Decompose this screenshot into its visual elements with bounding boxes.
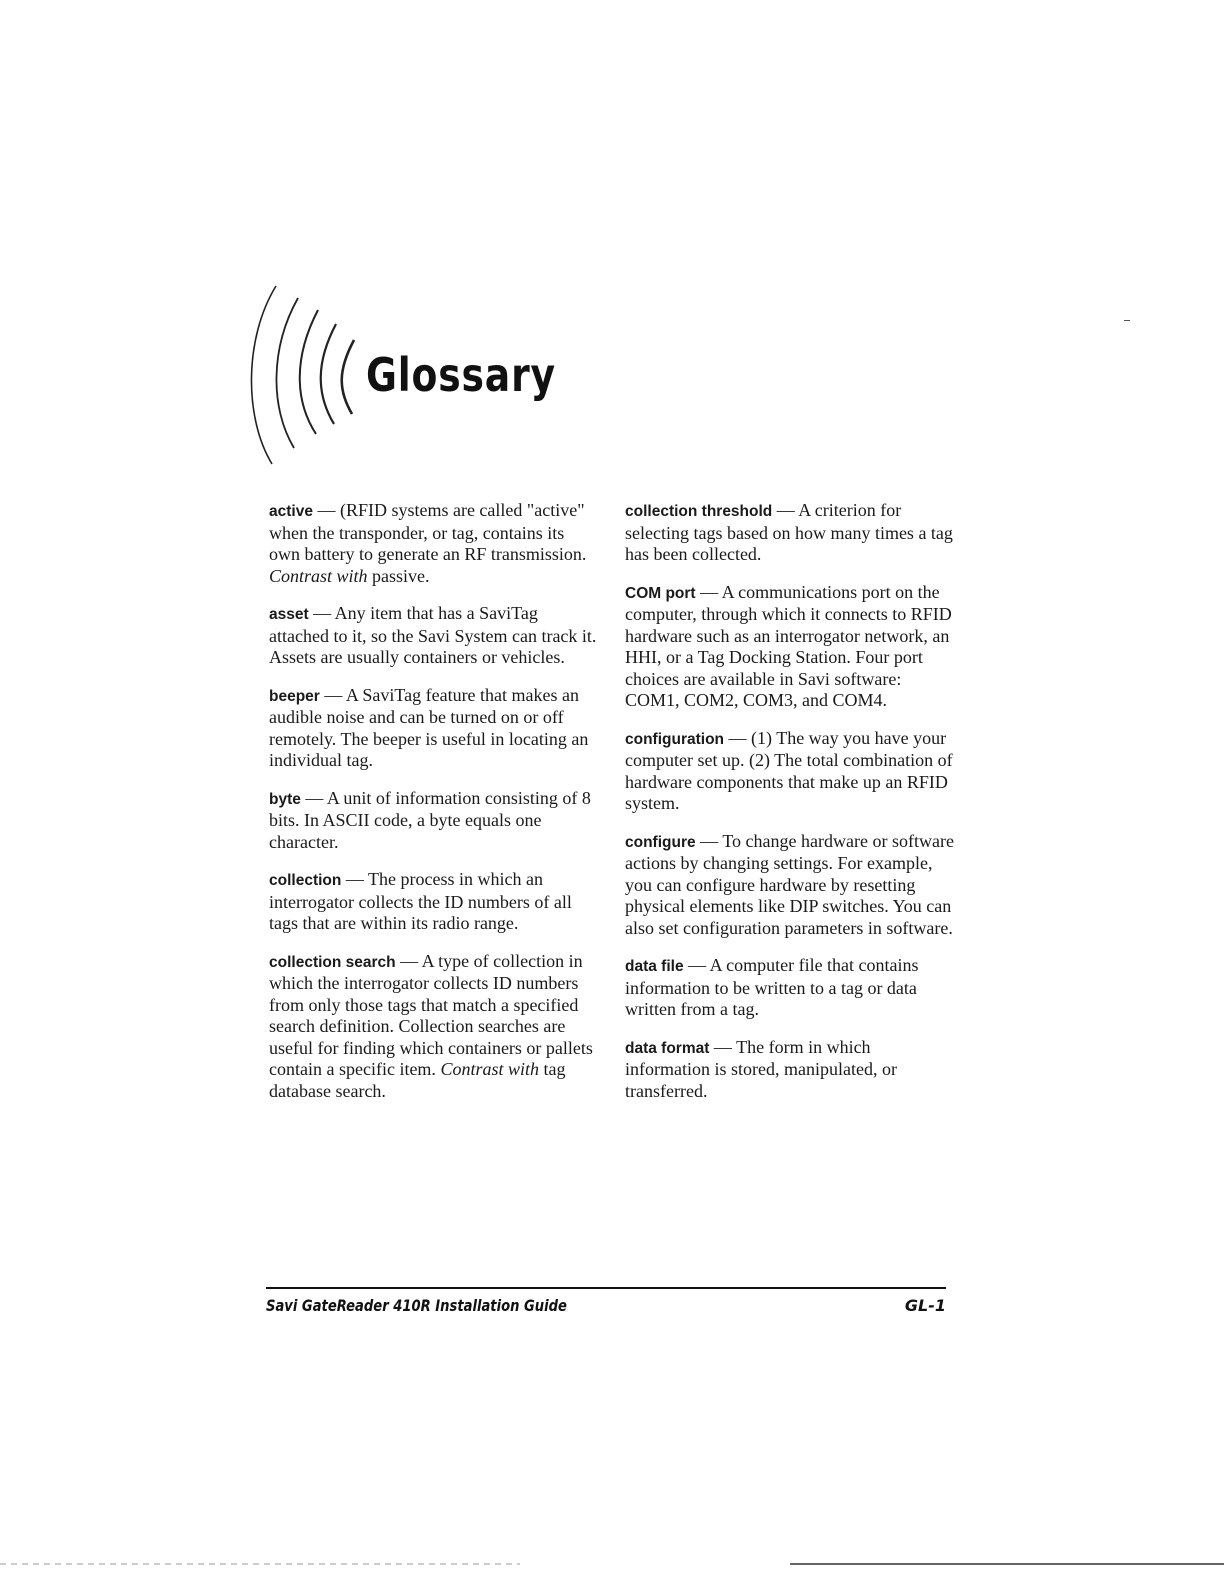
glossary-entry-byte (269, 788, 599, 854)
glossary-entry-collection-threshold (625, 500, 960, 566)
contrast-label: Contrast with (440, 1059, 539, 1079)
glossary-column-right (625, 500, 960, 1118)
contrast-label: Contrast with (269, 565, 368, 586)
glossary-definition: A computer file that contains information to be written to a tag or data written from a tag. (625, 955, 919, 1019)
glossary-term: data format (625, 1039, 710, 1057)
glossary-definition: (RFID systems are called "active" when the transponder, or tag, contains its own battery to generate an RF transmission. (269, 500, 587, 564)
glossary-entry-data-format (625, 1037, 960, 1103)
footer-book-title: Savi GateReader 410R Installation Guide (266, 1296, 567, 1315)
term-separator: — (395, 950, 422, 971)
contrast-term: passive. (372, 565, 430, 586)
glossary-entry-collection-search (269, 951, 599, 1103)
term-separator: — (709, 1036, 737, 1057)
glossary-entry-com-port (625, 582, 960, 712)
glossary-definition: Any item that has a SaviTag attached to it, so the Savi System can track it. Assets are usually containers or vehicles. (269, 603, 597, 667)
glossary-term: collection threshold (625, 503, 773, 520)
term-separator: — (341, 869, 369, 889)
glossary-entry-configuration (625, 728, 960, 815)
radio-waves-icon (236, 278, 376, 478)
glossary-term: active (269, 503, 313, 520)
glossary-definition: A unit of information consisting of 8 bits. In ASCII code, a byte equals one character. (269, 787, 591, 852)
glossary-entry-beeper (269, 685, 599, 772)
glossary-definition: A criterion for selecting tags based on how many times a tag has been collected. (625, 500, 953, 564)
scan-speck (1124, 320, 1130, 321)
glossary-definition: The process in which an interrogator collects the ID numbers of all tags that are within its radio range. (269, 869, 572, 933)
glossary-definition: A type of collection in which the interrogator collects ID numbers from only those tags that match a specified search definition. Collection searches are useful for finding which containers or pallets contain a specific item. (269, 950, 593, 1079)
glossary-definition: To change hardware or software actions by changing settings. For example, you can configure hardware by resetting physical elements like DIP switches. You can also set configuration parameters in software. (625, 830, 954, 938)
term-separator: — (695, 830, 723, 851)
glossary-definition: A communications port on the computer, through which it connects to RFID hardware such as an interrogator network, an HHI, or a Tag Docking Station. Four port choices are available in Savi software: COM1, COM2, COM3, and COM4. (625, 581, 952, 710)
glossary-definition: A SaviTag feature that makes an audible noise and can be turned on or off remotely. The beeper is useful in locating an individual tag. (269, 684, 589, 770)
contrast-term: tag database search. (269, 1059, 566, 1101)
scan-artifact-line (0, 1561, 1224, 1567)
glossary-definition: (1) The way you have your computer set up. (2) The total combination of hardware components that make up an RFID system. (625, 727, 953, 813)
glossary-column-left (269, 500, 599, 1118)
term-separator: — (308, 603, 335, 623)
glossary-term: asset (269, 606, 309, 623)
glossary-entry-configure (625, 831, 960, 940)
glossary-term: beeper (269, 687, 320, 705)
glossary-term: collection (269, 872, 342, 889)
glossary-definition: The form in which information is stored, manipulated, or transferred. (625, 1036, 897, 1101)
term-separator: — (772, 500, 799, 520)
footer-page-number: GL-1 (904, 1296, 946, 1315)
glossary-entry-collection (269, 869, 599, 935)
glossary-term: collection search (269, 953, 396, 971)
glossary-term: configuration (625, 730, 725, 748)
term-separator: — (695, 581, 722, 602)
glossary-term: data file (625, 958, 684, 975)
glossary-entry-active (269, 500, 599, 587)
footer-divider (266, 1287, 946, 1289)
glossary-term: configure (625, 833, 696, 851)
glossary-entry-data-file (625, 955, 960, 1021)
glossary-entry-asset (269, 603, 599, 669)
glossary-term: byte (269, 790, 301, 808)
term-separator: — (312, 500, 340, 520)
term-separator: — (300, 787, 327, 808)
glossary-term: COM port (625, 584, 696, 602)
page-title: Glossary (366, 348, 556, 402)
term-separator: — (683, 955, 710, 975)
term-separator: — (724, 727, 752, 748)
term-separator: — (319, 684, 346, 705)
